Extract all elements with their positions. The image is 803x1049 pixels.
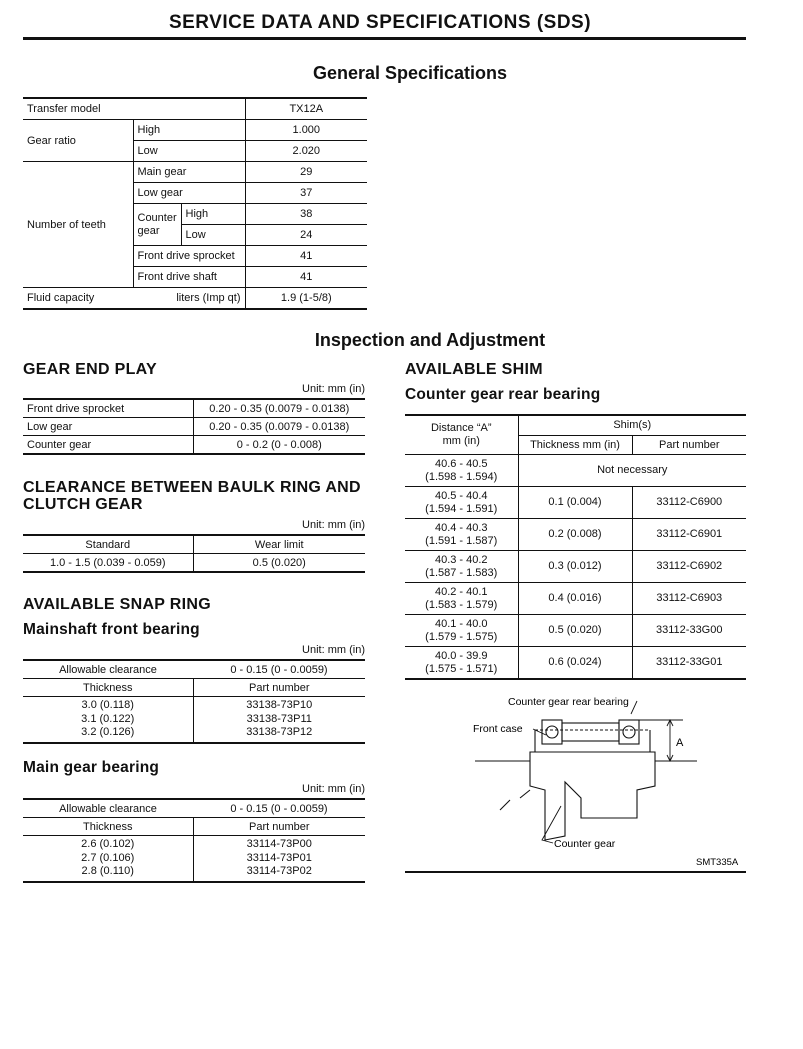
mainshaft-bearing-title: Mainshaft front bearing [23, 621, 200, 638]
distance-cell [405, 455, 518, 487]
distance-cell [405, 487, 518, 519]
distance-cell [405, 615, 518, 647]
col-thickness: Thickness mm (in) [518, 436, 632, 455]
gear-end-play-table [23, 398, 365, 455]
thickness-value: 3.0 (0.118) [81, 699, 134, 711]
allowable-clearance-label: Allowable clearance [23, 660, 193, 679]
col-standard: Standard [23, 535, 193, 554]
col-distance-a-line2: mm (in) [442, 435, 480, 447]
front-drive-sprocket-label: Front drive sprocket [133, 246, 245, 267]
shim-thickness: 0.1 (0.004) [518, 487, 632, 519]
table-row [23, 436, 365, 455]
table-row [23, 288, 367, 310]
low-gear-label: Low gear [133, 183, 245, 204]
shim-part-number: 33112-33G00 [632, 615, 746, 647]
distance-cell [405, 583, 518, 615]
distance-mm: 40.1 - 40.0 [434, 617, 488, 630]
front-drive-shaft-label: Front drive shaft [133, 267, 245, 288]
col-part-number: Part number [193, 679, 365, 697]
label-front-case: Front case [473, 723, 523, 735]
gear-ratio-label: Gear ratio [23, 120, 133, 162]
bearing-ball-right [623, 726, 635, 738]
allowable-clearance-value: 0 - 0.15 (0 - 0.0059) [193, 660, 365, 679]
table-row [405, 551, 746, 583]
col-part-number: Part number [193, 818, 365, 836]
table-row [23, 679, 365, 697]
counter-low-value: 24 [245, 225, 367, 246]
gear-ratio-high-label: High [133, 120, 245, 141]
table-row [23, 120, 367, 141]
main-gear-label: Main gear [133, 162, 245, 183]
row-label: Counter gear [27, 438, 92, 451]
allowable-clearance-label: Allowable clearance [23, 799, 193, 818]
figure-id: SMT335A [696, 857, 739, 868]
shim-thickness: 0.4 (0.016) [518, 583, 632, 615]
mainshaft-unit: Unit: mm (in) [302, 644, 365, 656]
col-shims: Shim(s) [518, 415, 746, 436]
col-thickness: Thickness [23, 679, 193, 697]
number-of-teeth-label: Number of teeth [23, 162, 133, 288]
row-value: 0 - 0.2 (0 - 0.008) [193, 436, 365, 455]
table-row [405, 583, 746, 615]
counter-gear-body [530, 752, 655, 840]
table-header-row [405, 415, 746, 436]
shim-thickness: 0.2 (0.008) [518, 519, 632, 551]
shim-thickness: 0.3 (0.012) [518, 551, 632, 583]
distance-cell [405, 647, 518, 680]
bearing-left [542, 720, 562, 744]
counter-low-label: Low [181, 225, 245, 246]
table-row [23, 399, 365, 418]
table-row [405, 615, 746, 647]
part-number-list [193, 697, 365, 743]
title-rule [23, 37, 746, 40]
standard-value: 1.0 - 1.5 (0.039 - 0.059) [49, 556, 166, 569]
thickness-value: 2.8 (0.110) [81, 865, 134, 877]
distance-in: (1.575 - 1.571) [425, 662, 498, 675]
distance-mm: 40.3 - 40.2 [434, 553, 488, 566]
front-drive-shaft-value: 41 [245, 267, 367, 288]
distance-mm: 40.5 - 40.4 [434, 489, 488, 502]
part-number: 33138-73P10 [246, 699, 313, 711]
row-label: Low gear [23, 418, 193, 436]
thickness-list [23, 697, 193, 743]
label-counter-gear: Counter gear [554, 838, 616, 850]
general-specifications-table [23, 97, 367, 310]
distance-in: (1.591 - 1.587) [425, 534, 498, 547]
row-value: 0.20 - 0.35 (0.0079 - 0.0138) [193, 399, 365, 418]
main-gear-unit: Unit: mm (in) [302, 783, 365, 795]
part-number: 33114-73P01 [246, 851, 312, 864]
low-gear-value: 37 [245, 183, 367, 204]
available-shim-title: AVAILABLE SHIM [405, 361, 543, 378]
table-row [23, 697, 365, 743]
distance-mm: 40.0 - 39.9 [434, 649, 488, 662]
table-row [23, 799, 365, 818]
inspection-adjustment-title: Inspection and Adjustment [314, 330, 546, 350]
counter-gear-rear-bearing-title: Counter gear rear bearing [405, 386, 601, 403]
shim-part-number: 33112-C6900 [632, 487, 746, 519]
diagram-bottom-rule [405, 871, 746, 873]
main-gear-value: 29 [245, 162, 367, 183]
fluid-capacity-value: 1.9 (1-5/8) [245, 288, 367, 310]
thickness-value: 3.1 (0.122) [81, 712, 135, 725]
shim-part-number: 33112-33G01 [632, 647, 746, 680]
counter-high-label: High [181, 204, 245, 225]
col-distance-a-line1: Distance “A” [430, 422, 492, 434]
label-rear-bearing: Counter gear rear bearing [508, 696, 629, 708]
general-specifications-title: General Specifications [312, 63, 508, 83]
col-wear-limit: Wear limit [193, 535, 365, 554]
transfer-model-label: Transfer model [23, 98, 245, 120]
row-label: Front drive sprocket [23, 399, 193, 418]
table-row [23, 98, 367, 120]
part-number: 33114-73P00 [246, 838, 312, 850]
distance-mm: 40.4 - 40.3 [434, 521, 488, 534]
counter-gear-bearing-diagram [405, 690, 746, 870]
col-distance-a [405, 415, 518, 455]
mainshaft-table [23, 659, 365, 744]
clearance-unit: Unit: mm (in) [302, 519, 365, 531]
front-drive-sprocket-value: 41 [245, 246, 367, 267]
distance-in: (1.594 - 1.591) [425, 502, 498, 515]
gear-ratio-low-label: Low [133, 141, 245, 162]
main-gear-bearing-title: Main gear bearing [23, 759, 160, 776]
wear-limit-value: 0.5 (0.020) [193, 554, 365, 573]
fluid-capacity-unit: liters (Imp qt) [133, 288, 245, 310]
distance-in: (1.598 - 1.594) [425, 470, 498, 483]
part-number: 33114-73P02 [246, 865, 312, 877]
table-row [23, 836, 365, 882]
distance-mm: 40.6 - 40.5 [434, 457, 488, 470]
table-row [23, 418, 365, 436]
bearing-ball-left [546, 726, 558, 738]
gear-ratio-low-value: 2.020 [245, 141, 367, 162]
thickness-list [23, 836, 193, 882]
clearance-title-line2: CLUTCH GEAR [23, 496, 143, 513]
distance-mm: 40.2 - 40.1 [434, 585, 488, 598]
clearance-title [23, 479, 361, 513]
gear-end-play-title: GEAR END PLAY [23, 361, 158, 378]
counter-high-value: 38 [245, 204, 367, 225]
shim-part-number: 33112-C6903 [632, 583, 746, 615]
shim-part-number: 33112-C6902 [632, 551, 746, 583]
thickness-value: 3.2 (0.126) [81, 726, 135, 738]
table-row [405, 487, 746, 519]
part-number: 33138-73P11 [246, 712, 312, 725]
col-thickness: Thickness [23, 818, 193, 836]
clearance-table [23, 534, 365, 573]
break-lines [500, 790, 530, 810]
clearance-title-line1: CLEARANCE BETWEEN BAULK RING AND [23, 479, 361, 496]
col-part-number: Part number [632, 436, 746, 455]
table-row [405, 519, 746, 551]
label-a: A [676, 737, 684, 749]
not-necessary: Not necessary [518, 455, 746, 487]
shim-part-number: 33112-C6901 [632, 519, 746, 551]
shim-thickness: 0.5 (0.020) [518, 615, 632, 647]
thickness-value: 2.7 (0.106) [81, 851, 135, 864]
row-value: 0.20 - 0.35 (0.0079 - 0.0138) [193, 418, 365, 436]
table-row [405, 647, 746, 680]
part-number: 33138-73P12 [246, 726, 313, 738]
main-gear-table [23, 798, 365, 883]
shim-thickness: 0.6 (0.024) [518, 647, 632, 680]
bearing-right [619, 720, 639, 744]
allowable-clearance-value: 0 - 0.15 (0 - 0.0059) [193, 799, 365, 818]
distance-in: (1.579 - 1.575) [425, 630, 498, 643]
fluid-capacity-label: Fluid capacity [23, 288, 133, 310]
table-row [23, 162, 367, 183]
shim-table [405, 414, 746, 680]
snap-ring-title: AVAILABLE SNAP RING [23, 596, 211, 613]
table-row [23, 818, 365, 836]
table-row [405, 455, 746, 487]
table-row [23, 660, 365, 679]
distance-in: (1.587 - 1.583) [425, 566, 498, 579]
counter-gear-label: Counter gear [133, 204, 181, 246]
distance-cell [405, 519, 518, 551]
transfer-model-value: TX12A [245, 98, 367, 120]
part-number-list [193, 836, 365, 882]
page-title: SERVICE DATA AND SPECIFICATIONS (SDS) [168, 12, 592, 33]
bearing-shaft [562, 723, 619, 741]
thickness-value: 2.6 (0.102) [81, 838, 135, 850]
gear-ratio-high-value: 1.000 [245, 120, 367, 141]
distance-in: (1.583 - 1.579) [425, 598, 498, 611]
table-row [23, 535, 365, 554]
distance-cell [405, 551, 518, 583]
table-row [23, 554, 365, 573]
leader-rear-bearing [631, 701, 637, 714]
gear-end-play-unit: Unit: mm (in) [302, 383, 365, 395]
